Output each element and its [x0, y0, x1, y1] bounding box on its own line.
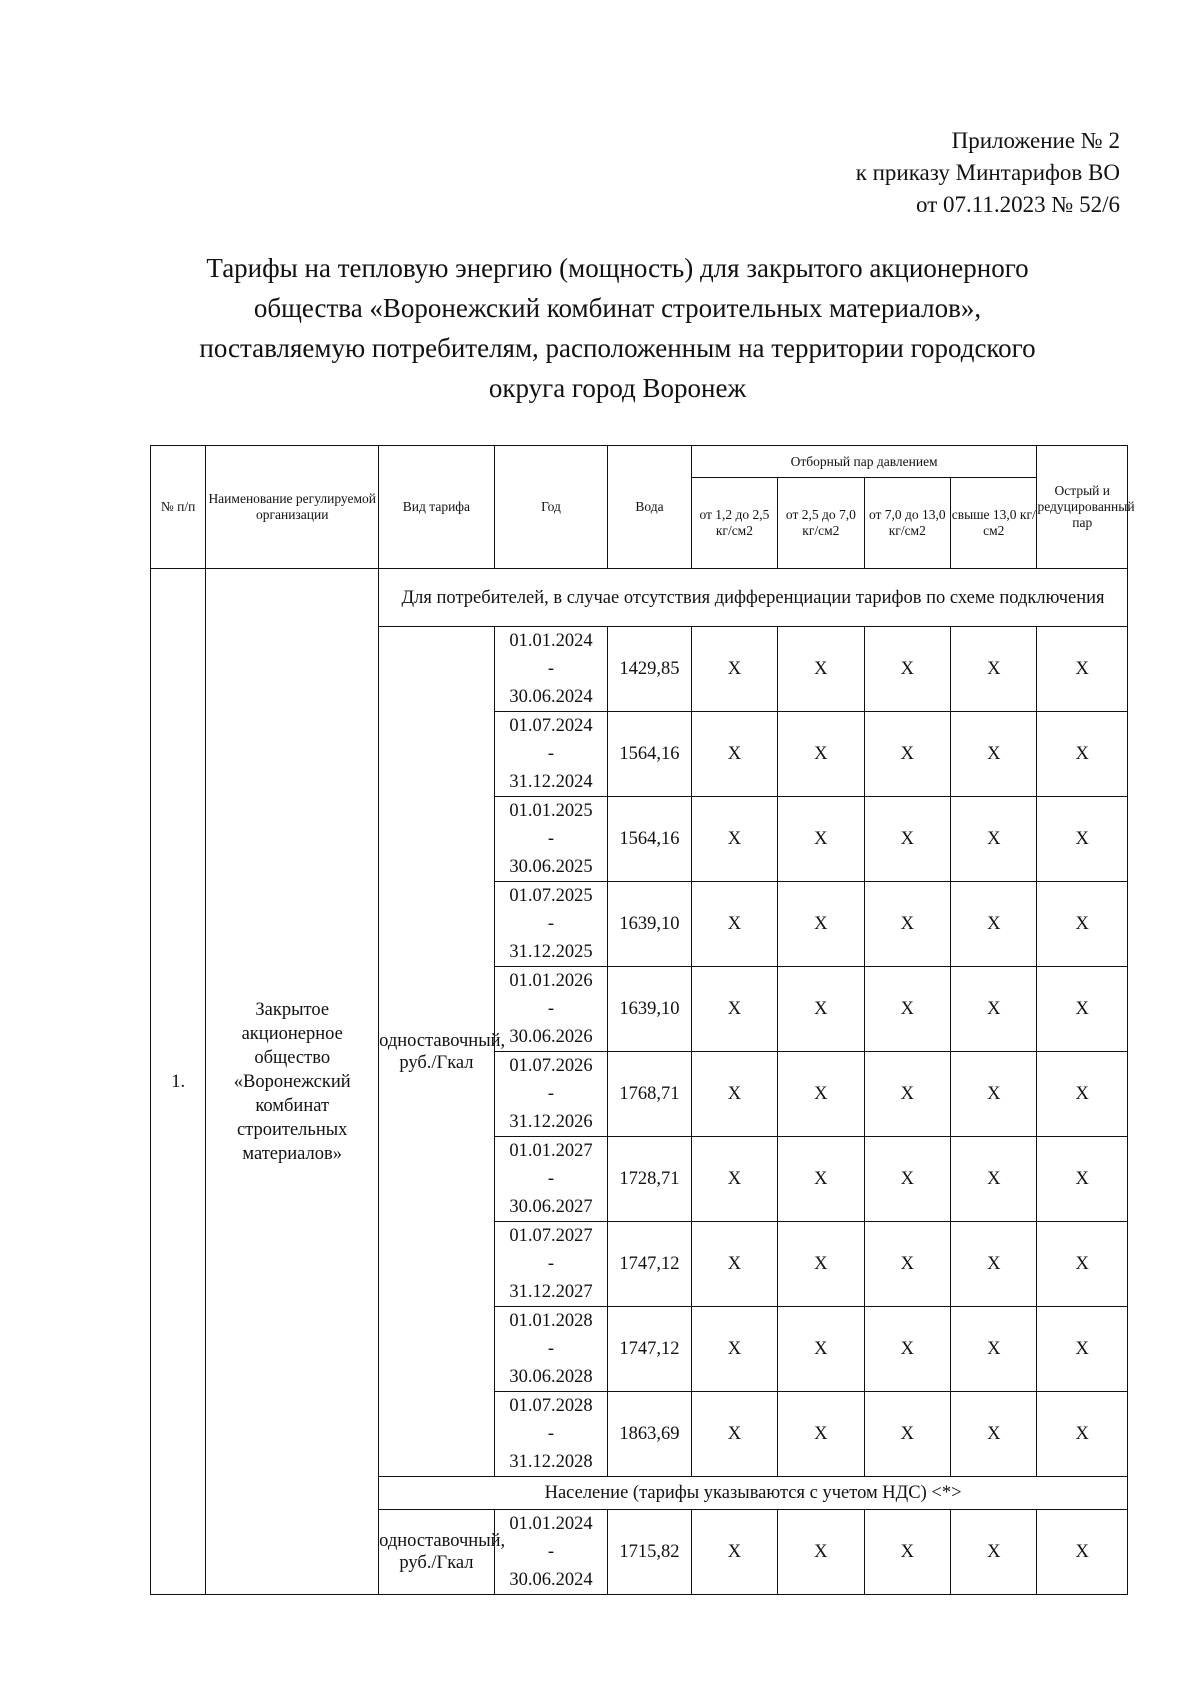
steam-1-value: X	[691, 882, 777, 967]
header-steam-2: от 2,5 до 7,0 кг/см2	[778, 478, 864, 569]
period-cell	[494, 967, 608, 1052]
steam-2-value: X	[778, 712, 864, 797]
sharp-steam-value: X	[1037, 797, 1128, 882]
period-end: 31.12.2026	[509, 1112, 593, 1132]
appendix-line-1: Приложение № 2	[951, 128, 1120, 153]
steam-2-value: X	[778, 1392, 864, 1477]
sharp-steam-value: X	[1037, 967, 1128, 1052]
water-value: 1728,71	[608, 1137, 691, 1222]
sharp-steam-value: X	[1037, 1307, 1128, 1392]
water-value: 1639,10	[608, 882, 691, 967]
steam-3-value: X	[864, 712, 950, 797]
period-end: 30.06.2024	[509, 1570, 593, 1590]
steam-3-value: X	[864, 1137, 950, 1222]
period-dash: -	[547, 1254, 555, 1274]
period-dash: -	[547, 914, 555, 934]
water-value: 1863,69	[608, 1392, 691, 1477]
water-value: 1715,82	[608, 1510, 691, 1595]
period-start: 01.01.2027	[509, 1141, 593, 1161]
sharp-steam-value: X	[1037, 1510, 1128, 1595]
steam-2-value: X	[778, 627, 864, 712]
section-2-tariff-type: одноставочный, руб./Гкал	[379, 1510, 495, 1595]
period-dash: -	[547, 1169, 555, 1189]
water-value: 1747,12	[608, 1222, 691, 1307]
steam-3-value: X	[864, 1222, 950, 1307]
title-line-3: поставляемую потребителям, расположенным на территории городского	[199, 333, 1036, 363]
period-start: 01.01.2024	[509, 631, 593, 651]
steam-1-value: X	[691, 1137, 777, 1222]
period-cell	[494, 712, 608, 797]
period-cell	[494, 882, 608, 967]
steam-2-value: X	[778, 1222, 864, 1307]
period-dash: -	[547, 829, 555, 849]
steam-4-value: X	[951, 967, 1037, 1052]
steam-1-value: X	[691, 712, 777, 797]
steam-4-value: X	[951, 1137, 1037, 1222]
steam-4-value: X	[951, 1307, 1037, 1392]
steam-1-value: X	[691, 1052, 777, 1137]
tariff-table	[150, 445, 1135, 1595]
steam-3-value: X	[864, 627, 950, 712]
period-start: 01.07.2024	[509, 716, 593, 736]
steam-4-value: X	[951, 627, 1037, 712]
period-dash: -	[547, 1542, 555, 1562]
steam-3-value: X	[864, 797, 950, 882]
period-cell	[494, 1052, 608, 1137]
steam-1-value: X	[691, 967, 777, 1052]
steam-2-value: X	[778, 1510, 864, 1595]
steam-3-value: X	[864, 967, 950, 1052]
steam-2-value: X	[778, 882, 864, 967]
section-2-title: Население (тарифы указываются с учетом НДС) <*>	[379, 1477, 1128, 1510]
steam-2-value: X	[778, 967, 864, 1052]
steam-2-value: X	[778, 1307, 864, 1392]
steam-4-value: X	[951, 1052, 1037, 1137]
appendix-reference	[856, 125, 1120, 221]
steam-1-value: X	[691, 1222, 777, 1307]
section-1-row	[151, 569, 1128, 627]
title-line-2: общества «Воронежский комбинат строительных материалов»,	[253, 293, 982, 323]
sharp-steam-value: X	[1037, 1222, 1128, 1307]
steam-4-value: X	[951, 797, 1037, 882]
steam-3-value: X	[864, 1392, 950, 1477]
organization-name: Закрытое акционерное общество «Воронежский комбинат строительных материалов»	[206, 569, 379, 1595]
sharp-steam-value: X	[1037, 1137, 1128, 1222]
sharp-steam-value: X	[1037, 712, 1128, 797]
header-num: № п/п	[151, 446, 206, 569]
water-value: 1747,12	[608, 1307, 691, 1392]
period-end: 30.06.2027	[509, 1197, 593, 1217]
water-value: 1768,71	[608, 1052, 691, 1137]
document-title	[150, 248, 1085, 408]
period-end: 31.12.2025	[509, 942, 593, 962]
row-number: 1.	[151, 569, 206, 1595]
sharp-steam-value: X	[1037, 1392, 1128, 1477]
period-end: 31.12.2024	[509, 772, 593, 792]
period-cell	[494, 627, 608, 712]
period-dash: -	[547, 999, 555, 1019]
period-start: 01.01.2026	[509, 971, 593, 991]
period-cell	[494, 1510, 608, 1595]
period-cell	[494, 1392, 608, 1477]
period-cell	[494, 797, 608, 882]
period-start: 01.07.2026	[509, 1056, 593, 1076]
section-1-tariff-type: одноставочный, руб./Гкал	[379, 627, 495, 1477]
period-dash: -	[547, 744, 555, 764]
period-dash: -	[547, 659, 555, 679]
period-start: 01.01.2028	[509, 1311, 593, 1331]
header-steam-group: Отборный пар давлением	[691, 446, 1037, 478]
period-cell	[494, 1307, 608, 1392]
steam-1-value: X	[691, 1307, 777, 1392]
header-year: Год	[494, 446, 608, 569]
period-end: 31.12.2028	[509, 1452, 593, 1472]
steam-3-value: X	[864, 1510, 950, 1595]
steam-4-value: X	[951, 1510, 1037, 1595]
header-steam-3: от 7,0 до 13,0 кг/см2	[864, 478, 950, 569]
steam-2-value: X	[778, 1137, 864, 1222]
period-start: 01.01.2024	[509, 1514, 593, 1534]
sharp-steam-value: X	[1037, 882, 1128, 967]
steam-4-value: X	[951, 882, 1037, 967]
period-end: 30.06.2026	[509, 1027, 593, 1047]
header-steam-1: от 1,2 до 2,5 кг/см2	[691, 478, 777, 569]
period-start: 01.01.2025	[509, 801, 593, 821]
steam-1-value: X	[691, 627, 777, 712]
period-end: 31.12.2027	[509, 1282, 593, 1302]
steam-4-value: X	[951, 1392, 1037, 1477]
steam-1-value: X	[691, 797, 777, 882]
steam-2-value: X	[778, 1052, 864, 1137]
period-start: 01.07.2028	[509, 1396, 593, 1416]
header-org-name: Наименование регулируемой организации	[206, 446, 379, 569]
section-1-title: Для потребителей, в случае отсутствия дифференциации тарифов по схеме подключения	[379, 569, 1128, 627]
header-steam-4: свыше 13,0 кг/см2	[951, 478, 1037, 569]
period-end: 30.06.2025	[509, 857, 593, 877]
water-value: 1639,10	[608, 967, 691, 1052]
header-row-1	[151, 446, 1128, 478]
steam-3-value: X	[864, 882, 950, 967]
period-start: 01.07.2025	[509, 886, 593, 906]
water-value: 1564,16	[608, 797, 691, 882]
sharp-steam-value: X	[1037, 1052, 1128, 1137]
steam-3-value: X	[864, 1307, 950, 1392]
sharp-steam-value: X	[1037, 627, 1128, 712]
header-sharp-steam: Острый и редуцированный пар	[1037, 446, 1128, 569]
title-line-4: округа город Воронеж	[488, 373, 747, 403]
appendix-line-2: к приказу Минтарифов ВО	[855, 160, 1120, 185]
period-dash: -	[547, 1339, 555, 1359]
steam-1-value: X	[691, 1392, 777, 1477]
header-water: Вода	[608, 446, 691, 569]
steam-2-value: X	[778, 797, 864, 882]
steam-3-value: X	[864, 1052, 950, 1137]
period-end: 30.06.2028	[509, 1367, 593, 1387]
steam-4-value: X	[951, 712, 1037, 797]
title-line-1: Тарифы на тепловую энергию (мощность) для закрытого акционерного	[206, 253, 1029, 283]
period-cell	[494, 1222, 608, 1307]
header-tariff-type: Вид тарифа	[379, 446, 495, 569]
water-value: 1564,16	[608, 712, 691, 797]
period-dash: -	[547, 1084, 555, 1104]
period-end: 30.06.2024	[509, 687, 593, 707]
steam-4-value: X	[951, 1222, 1037, 1307]
period-dash: -	[547, 1424, 555, 1444]
appendix-line-3: от 07.11.2023 № 52/6	[916, 192, 1120, 217]
water-value: 1429,85	[608, 627, 691, 712]
period-cell	[494, 1137, 608, 1222]
period-start: 01.07.2027	[509, 1226, 593, 1246]
steam-1-value: X	[691, 1510, 777, 1595]
